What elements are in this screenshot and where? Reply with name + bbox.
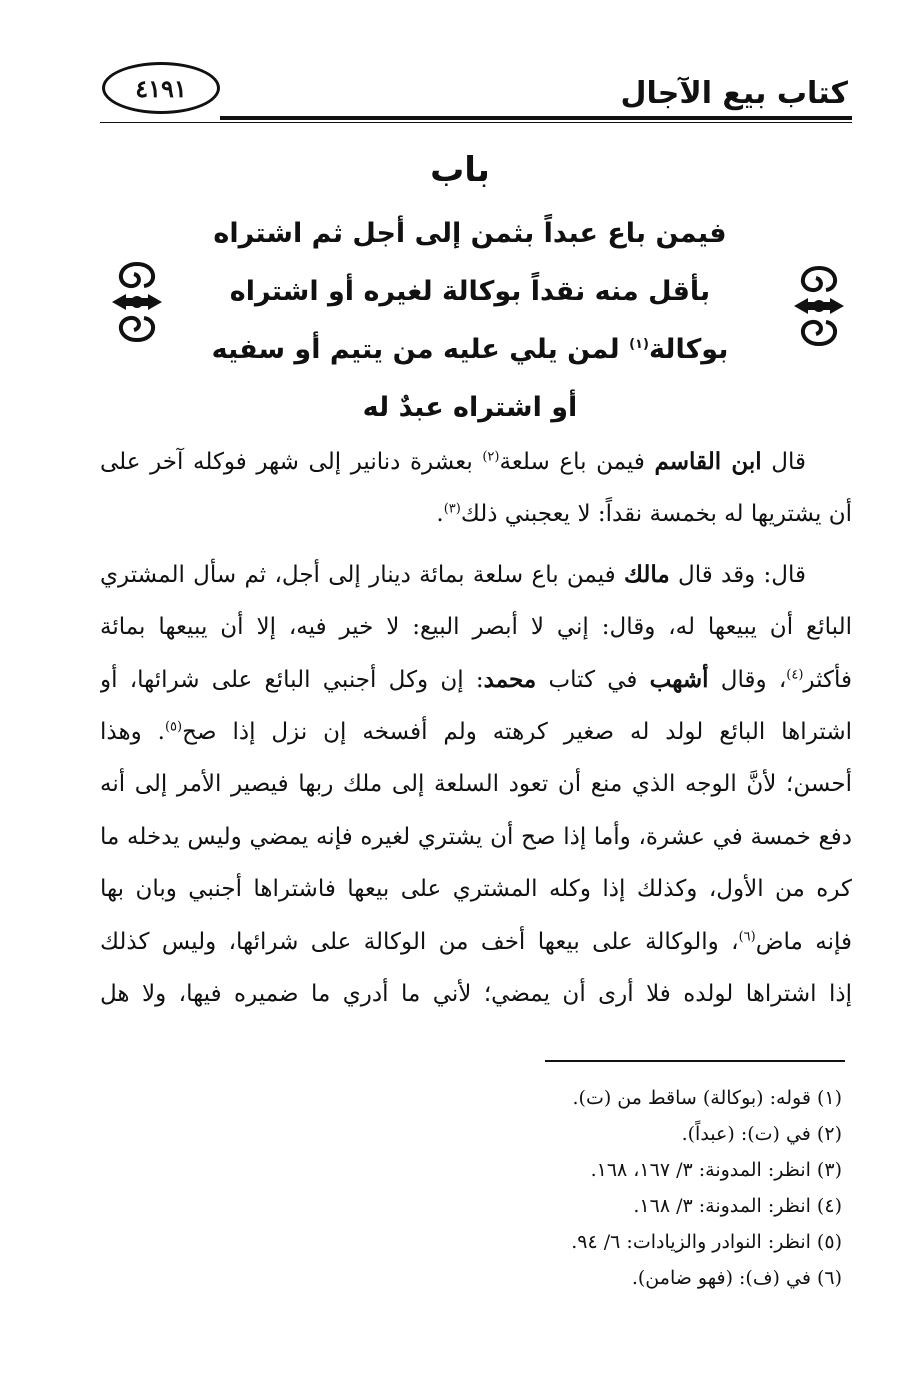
ornament-icon xyxy=(790,262,848,350)
scholar-name: مالك xyxy=(623,560,670,588)
footnote-mark: (٣) xyxy=(443,501,461,517)
text-run: اشتراها البائع لولد له صغير كرهته ولم أفسخه إن نزل إذا صح xyxy=(182,718,852,745)
text-run: . xyxy=(436,501,444,528)
page-number-frame xyxy=(102,62,220,114)
book-title: كتاب بيع الآجال xyxy=(620,76,848,111)
footnote: (٢) في (ت): (عبداً). xyxy=(681,1123,842,1145)
text-line: إذا اشتراها لولده فلا أرى أن يمضي؛ لأني ما أدري ما ضميره فيها، ولا هل xyxy=(100,980,852,1007)
text-run: بعشرة دنانير إلى شهر فوكله آخر على xyxy=(100,449,483,475)
scholar-name: محمد xyxy=(483,665,537,693)
header-rule xyxy=(220,116,852,120)
text-line xyxy=(100,706,852,758)
text-line xyxy=(100,436,852,488)
footnote-mark: (٦) xyxy=(738,928,756,944)
footnote-mark: (٥) xyxy=(164,719,183,735)
text-run: ، وقال xyxy=(708,666,787,693)
text-run: . وهذا xyxy=(100,718,165,745)
chapter-title-line xyxy=(200,321,740,379)
chapter-title-line: بأقل منه نقداً بوكالة لغيره أو اشتراه xyxy=(229,276,711,307)
text-run: فأكثر xyxy=(803,666,852,693)
ornament-icon xyxy=(108,258,166,346)
chapter-title-fragment: بوكالة xyxy=(648,334,729,365)
footnote: (٣) انظر: المدونة: ٣/ ١٦٧، ١٦٨. xyxy=(590,1159,842,1181)
footnote: (١) قوله: (بوكالة) ساقط من (ت). xyxy=(572,1087,842,1109)
text-run: فيمن باع سلعة بمائة دينار إلى أجل، ثم سأل المشتري xyxy=(100,561,624,588)
paragraph xyxy=(100,549,852,1021)
text-run: قال xyxy=(761,449,806,475)
text-run: أن يشتريها له بخمسة نقداً: لا يعجبني ذلك xyxy=(460,501,852,528)
text-run: : إن وكل أجنبي البائع على شرائها، أو xyxy=(100,666,484,693)
scholar-name: أشهب xyxy=(649,665,709,693)
chapter-title xyxy=(200,205,740,437)
text-line xyxy=(100,549,852,601)
chapter-title-fragment: لمن يلي عليه من يتيم أو سفيه xyxy=(211,334,620,365)
body-text xyxy=(100,436,852,1020)
text-line xyxy=(100,916,852,968)
header-rule-thin xyxy=(100,122,852,123)
footnote-mark: (٤) xyxy=(786,666,804,682)
text-run: فإنه ماض xyxy=(755,928,852,955)
text-run: ، والوكالة على بيعها أخف من الوكالة على شرائها، وليس كذلك xyxy=(100,928,739,955)
text-run: قال: وقد قال xyxy=(669,561,806,588)
scholar-name: ابن القاسم xyxy=(654,448,762,475)
footnote: (٤) انظر: المدونة: ٣/ ١٦٨. xyxy=(633,1195,842,1217)
text-line: دفع خمسة في عشرة، وأما إذا صح أن يشتري لغيره فإنه يمضي وليس يدخله ما xyxy=(100,823,852,850)
text-line: كره من الأول، وكذلك إذا وكله المشتري على بيعها فاشتراها أجنبي وبان بها xyxy=(100,876,852,903)
paragraph xyxy=(100,436,852,541)
paragraph-gap xyxy=(100,541,852,549)
text-line xyxy=(100,488,852,540)
chapter-title-line: فيمن باع عبداً بثمن إلى أجل ثم اشتراه xyxy=(213,218,727,249)
chapter-label: باب xyxy=(430,150,490,190)
chapter-title-line: أو اشتراه عبدٌ له xyxy=(362,392,578,423)
running-header xyxy=(100,58,852,124)
text-line xyxy=(100,654,852,706)
footnote: (٥) انظر: النوادر والزيادات: ٦/ ٩٤. xyxy=(571,1231,842,1253)
footnote: (٦) في (ف): (فهو ضامن). xyxy=(631,1267,842,1289)
footnote-mark: (٢) xyxy=(482,449,500,465)
text-line: البائع أن يبيعها له، وقال: إني لا أبصر البيع: لا خير فيه، إلا أن يبيعها بمائة xyxy=(100,614,852,641)
footnote-separator xyxy=(545,1060,845,1062)
text-run: في كتاب xyxy=(536,666,650,693)
text-run: فيمن باع سلعة xyxy=(499,449,655,475)
footnotes xyxy=(242,1080,842,1296)
text-line: أحسن؛ لأنَّ الوجه الذي منع أن تعود السلعة إلى ملك ربها فيصير الأمر إلى أنه xyxy=(100,771,852,798)
footnote-mark: (١) xyxy=(629,337,649,352)
page-number: ٤١٩١ xyxy=(135,74,187,103)
